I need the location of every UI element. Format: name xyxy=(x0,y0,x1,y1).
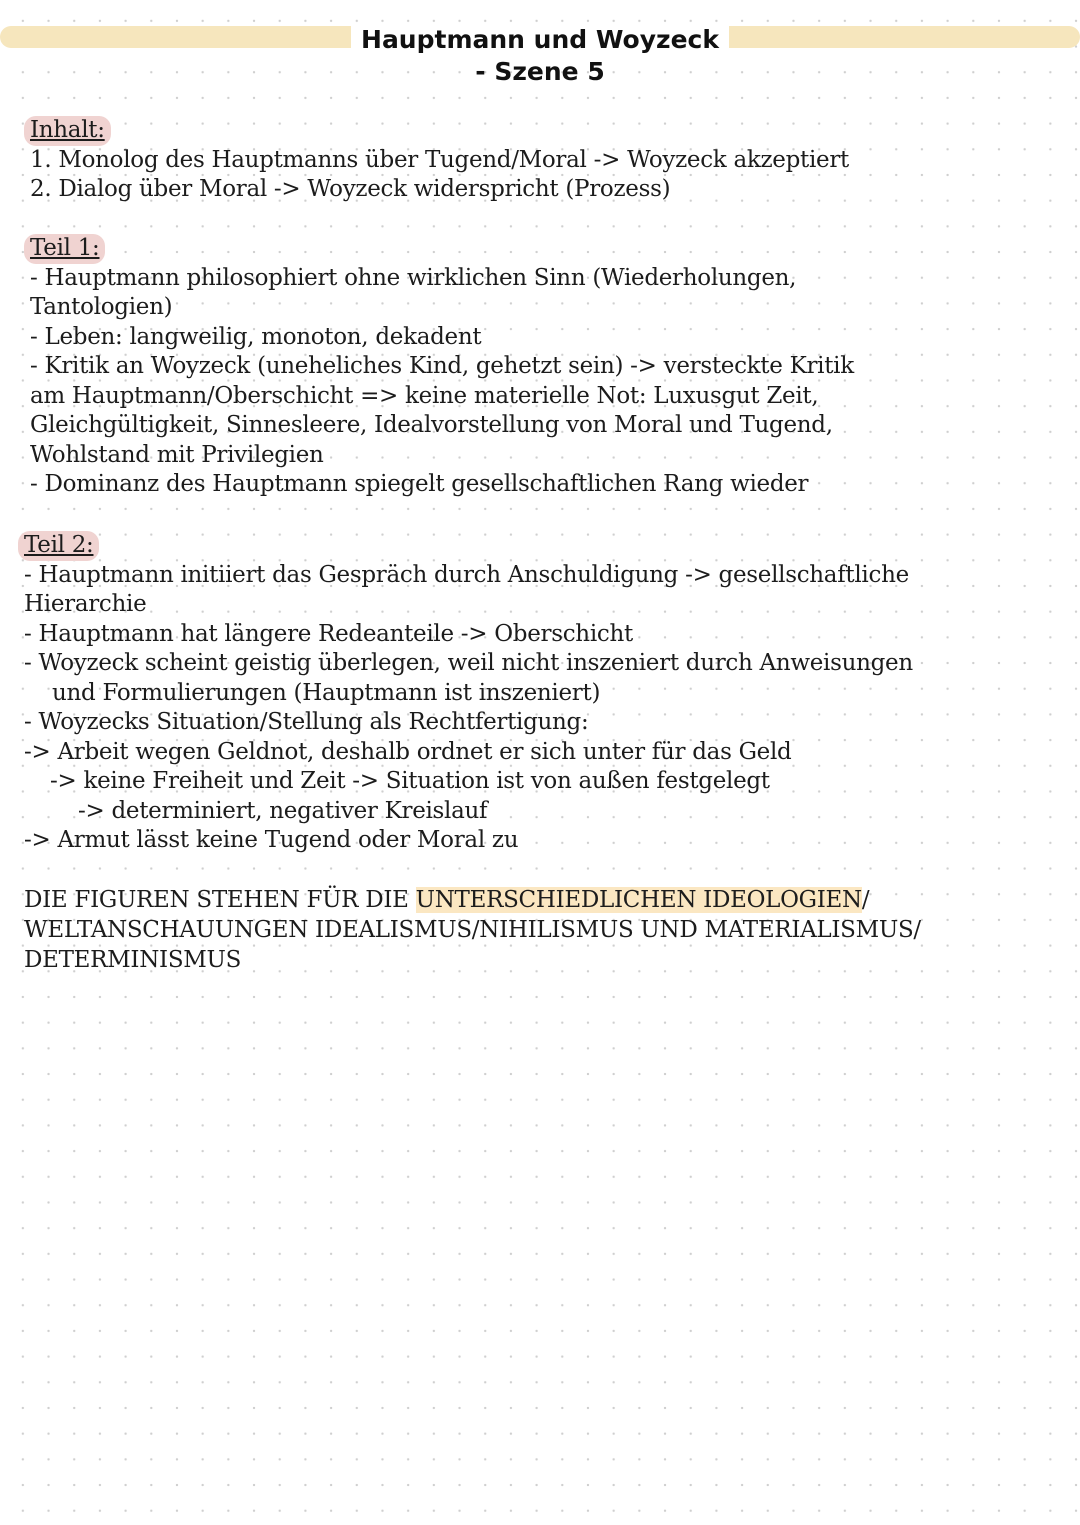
teil1-line: Wohlstand mit Privilegien xyxy=(30,441,324,468)
title-line-1: Hauptmann und Woyzeck xyxy=(351,24,729,56)
teil2-line: - Woyzeck scheint geistig überlegen, weil nicht inszeniert durch Anweisungen xyxy=(24,650,913,676)
conclusion xyxy=(24,885,921,975)
heading-inhalt: Inhalt: xyxy=(24,116,111,146)
section-inhalt xyxy=(30,116,849,205)
conclusion-line-2: WELTANSCHAUUNGEN IDEALISMUS/NIHILISMUS UND MATERIALISMUS/ xyxy=(24,917,921,943)
teil2-line: und Formulierungen (Hauptmann ist inszeniert) xyxy=(52,679,601,706)
teil2-line: -> Arbeit wegen Geldnot, deshalb ordnet er sich unter für das Geld xyxy=(24,738,792,765)
heading-teil-2: Teil 2: xyxy=(18,531,99,561)
heading-teil-1: Teil 1: xyxy=(24,234,105,264)
teil1-line: Tantologien) xyxy=(30,294,173,320)
teil1-line: - Leben: langweilig, monoton, dekadent xyxy=(30,323,482,350)
conclusion-suffix: / xyxy=(861,887,870,913)
teil2-line: -> determiniert, negativer Kreislauf xyxy=(78,797,488,824)
section-teil-1 xyxy=(30,234,854,500)
teil1-line: - Kritik an Woyzeck (uneheliches Kind, gehetzt sein) -> versteckte Kritik xyxy=(30,353,854,379)
teil1-line: am Hauptmann/Oberschicht => keine materielle Not: Luxusgut Zeit, xyxy=(30,382,819,409)
conclusion-line-3: DETERMINISMUS xyxy=(24,947,242,973)
inhalt-line: 1. Monolog des Hauptmanns über Tugend/Moral -> Woyzeck akzeptiert xyxy=(30,146,849,173)
section-teil-2 xyxy=(24,531,913,856)
teil2-line: - Woyzecks Situation/Stellung als Rechtfertigung: xyxy=(24,709,589,735)
teil2-line: -> Armut lässt keine Tugend oder Moral zu xyxy=(24,827,519,853)
conclusion-prefix: DIE FIGUREN STEHEN FÜR DIE xyxy=(24,887,416,913)
conclusion-highlight: UNTERSCHIEDLICHEN IDEOLOGIEN xyxy=(415,887,862,913)
teil2-line: - Hauptmann initiiert das Gespräch durch Anschuldigung -> gesellschaftliche xyxy=(24,561,909,588)
teil1-line: - Dominanz des Hauptmann spiegelt gesellschaftlichen Rang wieder xyxy=(30,471,809,497)
teil2-line: -> keine Freiheit und Zeit -> Situation ist von außen festgelegt xyxy=(50,768,770,794)
page-title xyxy=(0,24,1080,88)
teil1-line: - Hauptmann philosophiert ohne wirklichen Sinn (Wiederholungen, xyxy=(30,264,797,291)
teil1-line: Gleichgültigkeit, Sinnesleere, Idealvorstellung von Moral und Tugend, xyxy=(30,412,833,438)
teil2-line: Hierarchie xyxy=(24,591,147,617)
teil2-line: - Hauptmann hat längere Redeanteile -> Oberschicht xyxy=(24,620,633,647)
inhalt-line: 2. Dialog über Moral -> Woyzeck widerspricht (Prozess) xyxy=(30,176,671,202)
title-line-2: - Szene 5 xyxy=(475,57,605,86)
